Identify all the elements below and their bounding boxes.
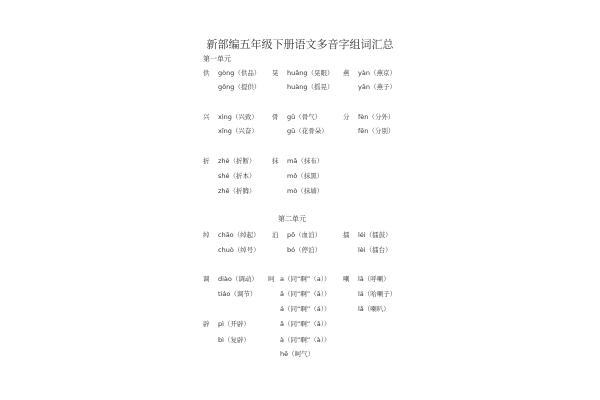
- reading-gong-1: gòng（供品）: [218, 69, 261, 77]
- reading-yan-2: yān（燕子）: [358, 83, 396, 91]
- page-title: 新部编五年级下册语文多音字组词汇总: [206, 38, 394, 51]
- reading-xing-1: xìng（兴致）: [218, 113, 258, 121]
- reading-po-1: pō（血泊）: [287, 231, 322, 239]
- reading-zhe-1: zhé（折断）: [218, 157, 256, 165]
- reading-mo-2: mǒ（抹黑）: [287, 172, 324, 180]
- char-gong: 供: [203, 69, 210, 77]
- reading-fen-2: fēn（分别）: [358, 127, 395, 135]
- reading-chao-1: chāo（绰起）: [218, 231, 260, 239]
- char-pi: 辟: [203, 320, 210, 328]
- reading-a-3: á（同“啊”（á））: [280, 305, 331, 313]
- unit-heading: 第二单元: [278, 215, 306, 223]
- char-a: 呵: [268, 275, 275, 283]
- reading-a-6: hē（呵气）: [280, 350, 315, 358]
- reading-gu-1: gǔ（骨气）: [287, 113, 322, 121]
- reading-a-1: a（同“啊”（a））: [280, 275, 331, 283]
- reading-lei-2: lèi（擂台）: [358, 246, 392, 254]
- reading-po-2: bó（停泊）: [287, 246, 322, 254]
- reading-huang-1: huǎng（晃眼）: [287, 69, 334, 77]
- reading-chao-2: chuò（绰号）: [218, 246, 260, 254]
- reading-pi-2: bì（复辟）: [218, 336, 250, 344]
- reading-zhe-2: shé（折本）: [218, 172, 256, 180]
- char-yan: 燕: [343, 69, 350, 77]
- reading-lei-1: léi（擂鼓）: [358, 231, 392, 239]
- char-la: 喇: [343, 275, 350, 283]
- char-zhe: 折: [203, 157, 210, 165]
- reading-diao-1: diào（调动）: [218, 275, 258, 283]
- char-mo: 抹: [272, 157, 279, 165]
- reading-mo-3: mò（抹墙）: [287, 187, 324, 195]
- reading-a-2: ā（同“啊”（ā））: [280, 290, 331, 298]
- reading-zhe-3: zhē（折腾）: [218, 187, 256, 195]
- char-diao: 调: [203, 275, 210, 283]
- reading-pi-1: pì（开辟）: [218, 320, 250, 328]
- reading-la-1: lā（呼喇）: [358, 275, 390, 283]
- reading-gong-2: gōng（提供）: [218, 83, 261, 91]
- reading-la-3: lǎ（喇叭）: [358, 305, 390, 313]
- reading-la-2: lá（哈喇子）: [358, 290, 397, 298]
- char-gu: 骨: [272, 113, 279, 121]
- reading-a-5: à（同“啊”（à））: [280, 336, 331, 344]
- reading-huang-2: huàng（摇晃）: [287, 83, 334, 91]
- char-fen: 分: [343, 113, 350, 121]
- reading-mo-1: mā（抹布）: [287, 157, 324, 165]
- reading-a-4: ǎ（同“啊”（ǎ））: [280, 320, 331, 328]
- char-huang: 晃: [272, 69, 279, 77]
- char-po: 泊: [272, 231, 279, 239]
- char-xing: 兴: [203, 113, 210, 121]
- reading-yan-1: yàn（燕京）: [358, 69, 396, 77]
- reading-fen-1: fèn（分外）: [358, 113, 395, 121]
- reading-xing-2: xīng（兴奋）: [218, 127, 258, 135]
- char-lei: 擂: [343, 231, 350, 239]
- unit-heading: 第一单元: [203, 55, 231, 63]
- reading-diao-2: tiáo（调节）: [218, 290, 257, 298]
- char-chao: 绰: [203, 231, 210, 239]
- reading-gu-2: gū（花骨朵）: [287, 127, 328, 135]
